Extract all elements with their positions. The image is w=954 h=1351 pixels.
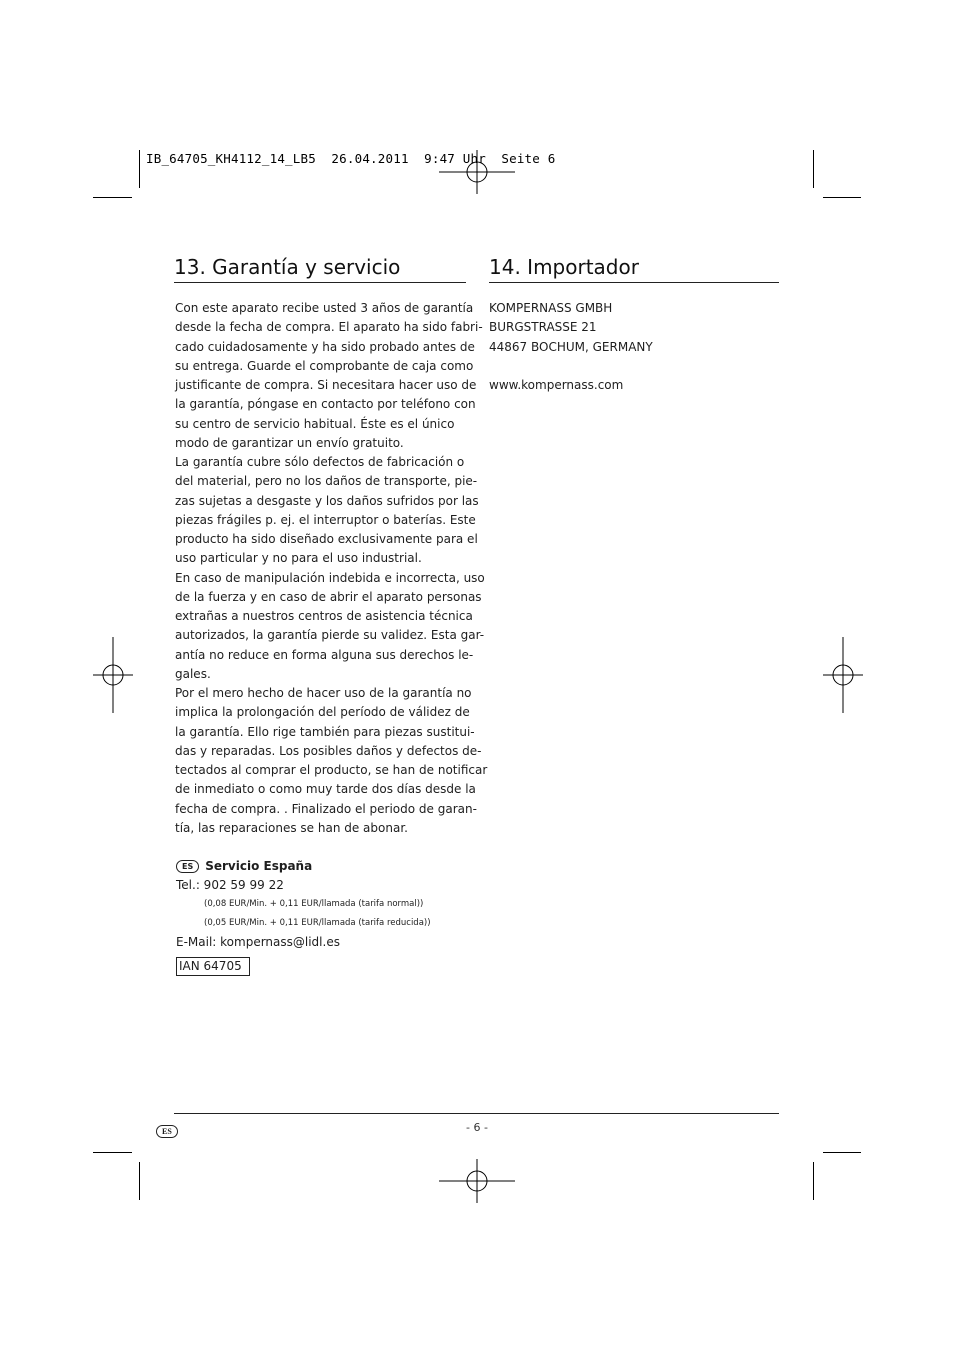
page-number: - 6 - — [466, 1121, 488, 1134]
print-slug: IB_64705_KH4112_14_LB5 26.04.2011 9:47 Uhr Seite 6 — [146, 151, 556, 166]
section-heading-warranty: 13. Garantía y servicio — [174, 255, 401, 279]
text-line: La garantía cubre sólo defectos de fabricación o — [175, 455, 465, 469]
text-line: zas sujetas a desgaste y los daños sufridos por las — [175, 493, 479, 508]
warranty-text — [175, 299, 488, 838]
text-line: del material, pero no los daños de transporte, pie- — [175, 474, 478, 489]
text-line: implica la prolongación del período de válidez de — [175, 705, 470, 720]
text-line: tectados al comprar el producto, se han de notificar — [175, 763, 488, 777]
service-email: E-Mail: kompernass@lidl.es — [176, 935, 340, 949]
service-title: Servicio España — [205, 859, 313, 873]
footer-country-badge: ES — [156, 1122, 178, 1140]
text-line: su centro de servicio habitual. Éste es el único — [175, 416, 455, 431]
section-heading-importer: 14. Importador — [489, 255, 639, 279]
registration-mark-icon — [823, 637, 863, 713]
service-rate-reduced: (0,05 EUR/Min. + 0,11 EUR/llamada (tarifa reducida)) — [204, 918, 431, 928]
text-line: su entrega. Guarde el comprobante de caja como — [175, 358, 474, 373]
crop-mark — [813, 150, 814, 188]
service-block — [176, 857, 431, 952]
text-line: En caso de manipulación indebida e incorrecta, uso — [175, 570, 485, 585]
text-line: piezas frágiles p. ej. el interruptor o baterías. Este — [175, 512, 476, 527]
crop-mark — [139, 150, 140, 188]
text-line: autorizados, la garantía pierde su validez. Esta gar- — [175, 628, 485, 643]
address-line: 44867 BOCHUM, GERMANY — [489, 339, 653, 354]
text-line: das y reparadas. Los posibles daños y defectos de- — [175, 743, 482, 758]
text-line: uso particular y no para el uso industrial. — [175, 551, 422, 566]
text-line: desde la fecha de compra. El aparato ha sido fabri- — [175, 320, 483, 335]
text-line: modo de garantizar un envío gratuito. — [175, 435, 404, 450]
crop-mark — [823, 197, 861, 198]
service-rate-normal: (0,08 EUR/Min. + 0,11 EUR/llamada (tarifa normal)) — [204, 899, 424, 909]
text-line: Con este aparato recibe usted 3 años de garantía — [175, 301, 474, 315]
importer-address — [489, 299, 779, 395]
heading-rule — [174, 282, 466, 283]
crop-mark — [139, 1162, 140, 1200]
text-line: de la fuerza y en caso de abrir el aparato personas — [175, 589, 482, 604]
heading-rule — [489, 282, 779, 283]
text-line: justificante de compra. Si necesitara hacer uso de — [175, 378, 477, 392]
text-line: la garantía, póngase en contacto por teléfono con — [175, 397, 476, 412]
text-line: de inmediato o como muy tarde dos días desde la — [175, 782, 476, 797]
text-line: gales. — [175, 666, 211, 681]
website-link[interactable]: www.kompernass.com — [489, 378, 624, 392]
text-line: fecha de compra. . Finalizado el periodo de garan- — [175, 801, 477, 816]
text-line: la garantía. Ello rige también para piezas sustitui- — [175, 724, 475, 739]
text-line: producto ha sido diseñado exclusivamente para el — [175, 532, 478, 546]
address-line: BURGSTRASSE 21 — [489, 320, 597, 335]
footer-rule — [174, 1113, 779, 1114]
service-tel: Tel.: 902 59 99 22 — [176, 878, 284, 892]
text-line: antía no reduce en forma alguna sus derechos le- — [175, 647, 474, 662]
registration-mark-icon — [93, 637, 133, 713]
crop-mark — [823, 1152, 861, 1153]
text-line: tía, las reparaciones se han de abonar. — [175, 820, 408, 835]
address-line: KOMPERNASS GMBH — [489, 301, 613, 315]
text-line: Por el mero hecho de hacer uso de la garantía no — [175, 686, 472, 700]
text-line: cado cuidadosamente y ha sido probado antes de — [175, 339, 475, 354]
registration-mark-icon — [439, 1159, 515, 1203]
text-line: extrañas a nuestros centros de asistencia técnica — [175, 609, 473, 623]
crop-mark — [93, 197, 132, 198]
country-badge: ES — [176, 860, 199, 873]
crop-mark — [813, 1162, 814, 1200]
crop-mark — [93, 1152, 132, 1153]
ian-box: IAN 64705 — [176, 957, 250, 976]
